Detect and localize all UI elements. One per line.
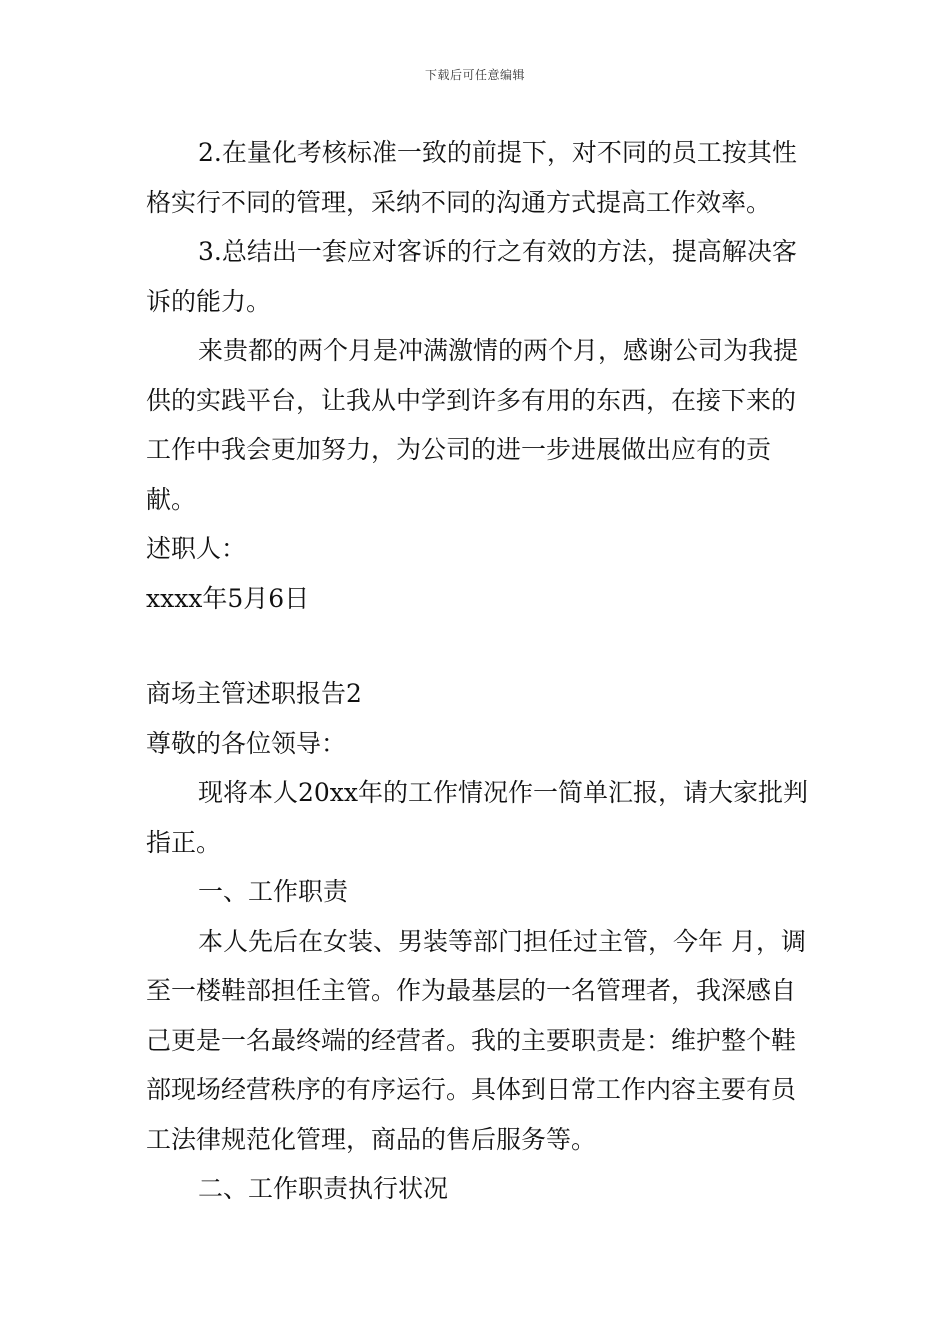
paragraph-closing: 来贵都的两个月是冲满激情的两个月，感谢公司为我提供的实践平台，让我从中学到许多有用的东西，在接下来的工作中我会更加努力，为公司的进一步进展做出应有的贡献。 [146, 336, 799, 514]
report-title-2: 商场主管述职报告2 [146, 679, 362, 708]
report-date: xxxx年5月6日 [146, 583, 310, 613]
signer-label: 述职人： [146, 534, 247, 563]
page-header: 下载后可任意编辑 [424, 68, 525, 82]
document-body [146, 128, 812, 1214]
paragraph-point-2: 2.在量化考核标准一致的前提下，对不同的员工按其性格实行不同的管理，采纳不同的沟通方式提高工作效率。 [146, 138, 797, 217]
section-gap [146, 623, 812, 669]
section-heading-duties: 一、工作职责 [198, 877, 349, 906]
paragraph-intro: 现将本人20xx年的工作情况作一简单汇报，请大家批判指正。 [146, 778, 809, 857]
section-heading-execution: 二、工作职责执行状况 [198, 1174, 449, 1203]
salutation: 尊敬的各位领导： [146, 728, 347, 758]
paragraph-point-3: 3.总结出一套应对客诉的行之有效的方法，提高解决客诉的能力。 [146, 237, 797, 316]
paragraph-duties: 本人先后在女装、男装等部门担任过主管，今年 月，调至一楼鞋部担任主管。作为最基层的一名管理者，我深感自己更是一名最终端的经营者。我的主要职责是：维护整个鞋部现场经营秩序的有序运行。具体到日常工作内容主要有员工法律规范化管理，商品的售后服务等。 [146, 926, 806, 1154]
